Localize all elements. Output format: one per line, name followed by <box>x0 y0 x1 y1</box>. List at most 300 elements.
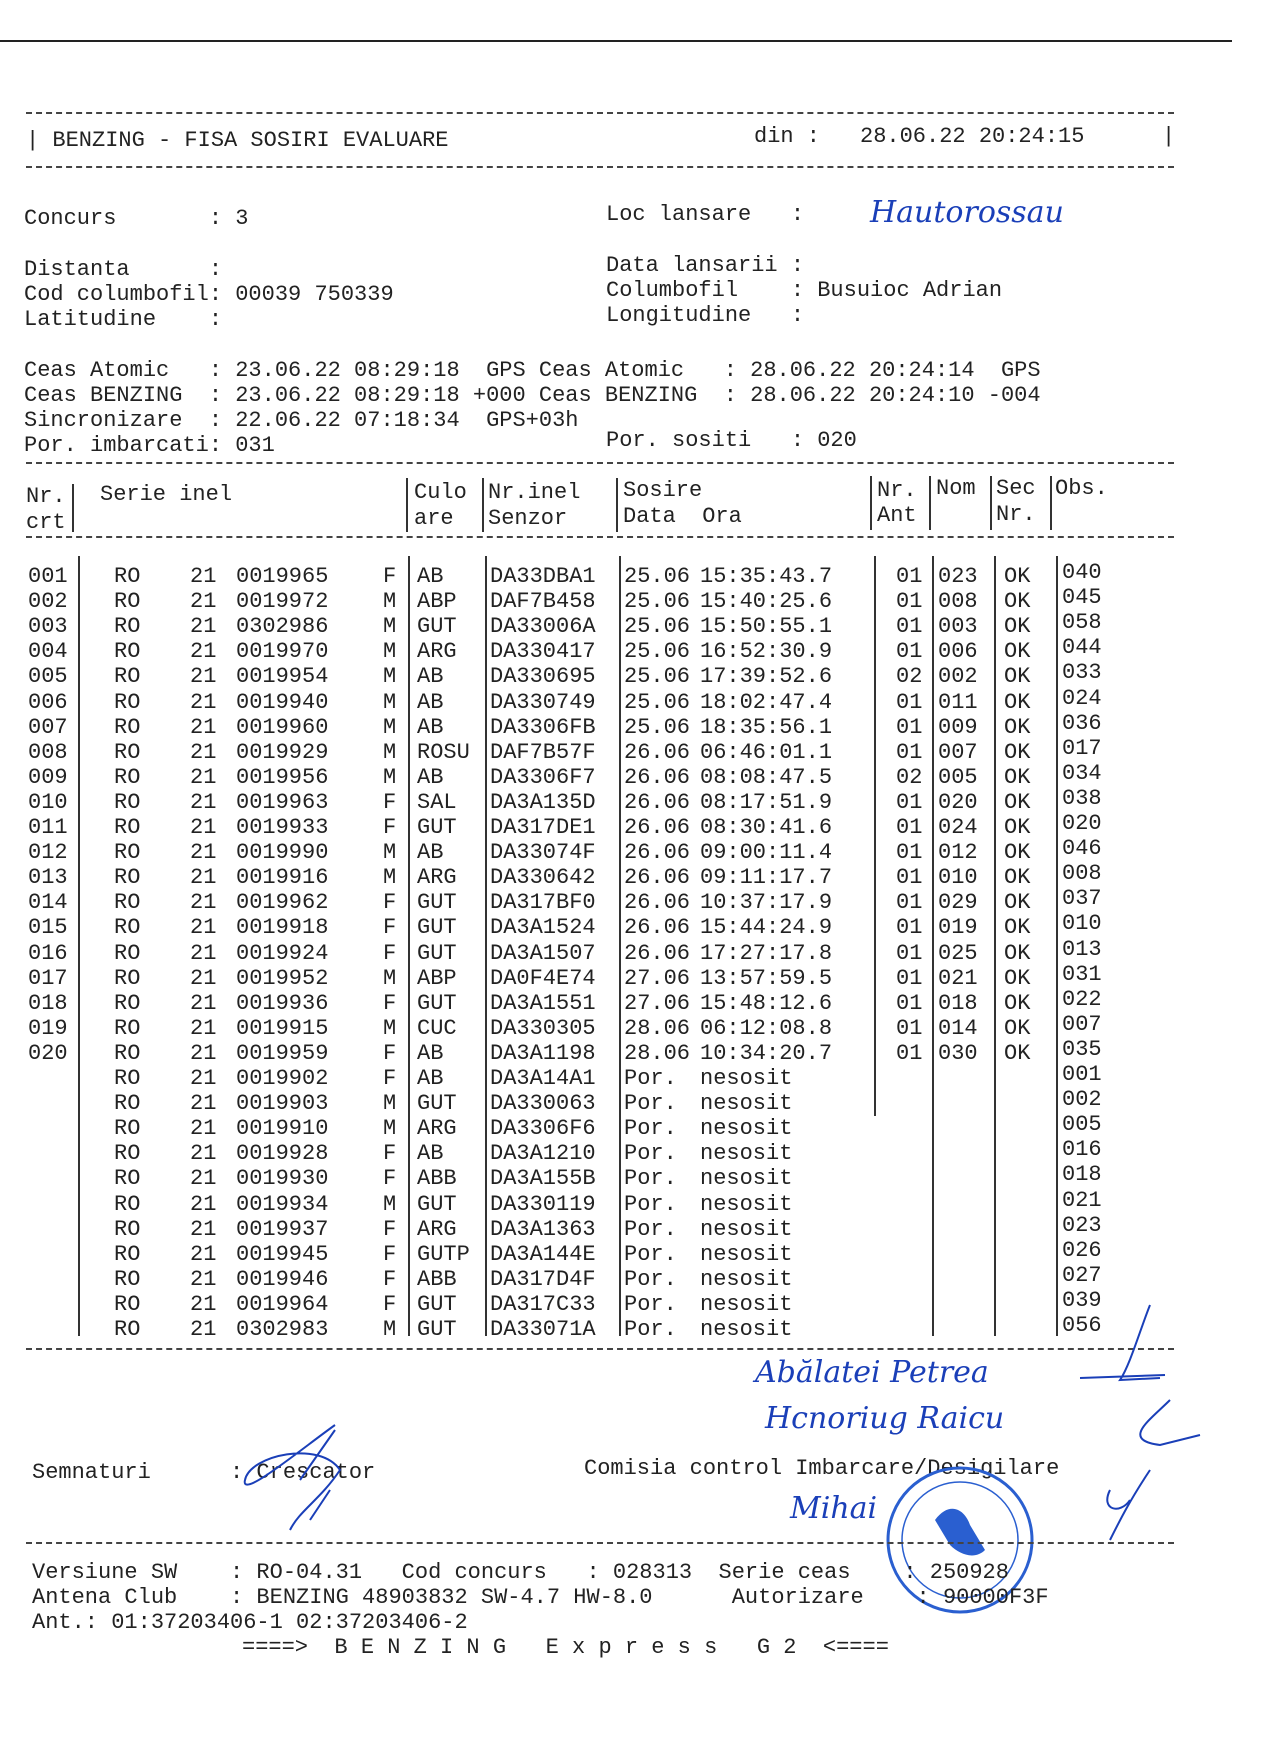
ceas-atomic: Ceas Atomic : 23.06.22 08:29:18 GPS Ceas Atomic : 28.06.22 20:24:14 GPS <box>24 358 1041 383</box>
cell-sex: F <box>383 940 397 966</box>
cell-color: AB <box>417 1040 444 1066</box>
cell-arrival-time: nesosit <box>700 1317 793 1342</box>
cell-year: 21 <box>190 689 217 715</box>
columbofil: Columbofil : Busuioc Adrian <box>606 278 1003 303</box>
header-data-ora: Data Ora <box>623 504 742 529</box>
cell-obs: 021 <box>1062 1187 1102 1213</box>
cell-year: 21 <box>190 664 217 690</box>
cell-country: RO <box>114 639 141 665</box>
cell-arrival-time: 17:27:17.8 <box>700 940 833 966</box>
cell-country: RO <box>114 1266 141 1292</box>
cell-sex: M <box>383 739 397 765</box>
por-sositi: Por. sositi : 020 <box>606 428 857 453</box>
cell-nom: 025 <box>938 940 978 966</box>
cell-year: 21 <box>190 1066 217 1091</box>
cell-sensor-id: DA330695 <box>490 664 596 690</box>
signature-commission-3: Mihai <box>790 1491 878 1526</box>
cell-color: AB <box>417 689 444 715</box>
cell-sex: M <box>383 589 397 615</box>
cell-antenna: 01 <box>896 789 923 815</box>
cell-year: 21 <box>190 965 217 991</box>
cell-sex: M <box>383 614 397 640</box>
cell-sec: OK <box>1004 564 1031 589</box>
antena-club: Antena Club : BENZING 48903832 SW-4.7 HW-8.0 Autorizare : 90000F3F <box>32 1585 1049 1610</box>
cell-arrival-time: nesosit <box>700 1241 793 1267</box>
cell-ring-number: 0302983 <box>236 1317 329 1342</box>
cell-nom: 020 <box>938 789 978 815</box>
cell-ring-number: 0019936 <box>236 990 329 1016</box>
cell-sensor-id: DA3A14A1 <box>490 1066 596 1091</box>
cell-sensor-id: DA330417 <box>490 639 596 665</box>
cell-arrival-time: nesosit <box>700 1166 793 1192</box>
cell-arrival-date: 26.06 <box>624 865 691 891</box>
cell-arrival-date: 25.06 <box>624 589 691 615</box>
cell-sec: OK <box>1004 1015 1031 1041</box>
cell-sec: OK <box>1004 965 1031 991</box>
cell-sex: F <box>383 564 397 589</box>
header-obs: Obs. <box>1055 476 1108 501</box>
cell-ring-number: 0302986 <box>236 614 329 640</box>
cell-country: RO <box>114 1241 141 1267</box>
cell-nr-crt: 019 <box>28 1015 68 1041</box>
cell-country: RO <box>114 890 141 916</box>
cell-sensor-id: DA317DE1 <box>490 815 596 840</box>
cell-obs: 038 <box>1062 785 1102 811</box>
cell-nr-crt: 002 <box>28 589 68 615</box>
cell-sensor-id: DA33074F <box>490 840 596 866</box>
cell-year: 21 <box>190 915 217 941</box>
versiune-sw: Versiune SW : RO-04.31 Cod concurs : 028313 Serie ceas : 250928 <box>32 1560 1009 1585</box>
cell-nr-crt: 016 <box>28 940 68 966</box>
cell-sensor-id: DA330063 <box>490 1091 596 1117</box>
cell-country: RO <box>114 739 141 765</box>
cell-sec: OK <box>1004 915 1031 941</box>
cell-arrival-date: Por. <box>624 1166 677 1192</box>
cell-color: ABB <box>417 1266 457 1292</box>
cell-sensor-id: DA317C33 <box>490 1291 596 1317</box>
cell-color: ARG <box>417 639 457 665</box>
signature-commission-2: Hcnoriug Raicu <box>765 1401 1005 1436</box>
cell-country: RO <box>114 1191 141 1217</box>
cell-year: 21 <box>190 940 217 966</box>
cell-nr-crt: 010 <box>28 789 68 815</box>
cell-country: RO <box>114 990 141 1016</box>
cell-arrival-time: 18:35:56.1 <box>700 714 833 740</box>
cell-sensor-id: DA3A144E <box>490 1241 596 1267</box>
cell-sensor-id: DA3A155B <box>490 1166 596 1192</box>
cell-ring-number: 0019940 <box>236 689 329 715</box>
cell-year: 21 <box>190 1266 217 1292</box>
cell-arrival-time: 06:46:01.1 <box>700 739 833 765</box>
cell-arrival-date: Por. <box>624 1266 677 1292</box>
cell-arrival-time: nesosit <box>700 1266 793 1292</box>
cell-country: RO <box>114 940 141 966</box>
cell-sec: OK <box>1004 714 1031 740</box>
cell-arrival-time: nesosit <box>700 1091 793 1117</box>
cell-antenna: 01 <box>896 815 923 840</box>
cell-sex: F <box>383 1166 397 1192</box>
cell-arrival-date: 28.06 <box>624 1040 691 1066</box>
cell-nr-crt: 007 <box>28 714 68 740</box>
cell-arrival-date: Por. <box>624 1191 677 1217</box>
cell-antenna: 01 <box>896 689 923 715</box>
cell-nr-crt: 017 <box>28 965 68 991</box>
cell-nom: 011 <box>938 689 978 715</box>
cell-sensor-id: DA330749 <box>490 689 596 715</box>
cell-ring-number: 0019929 <box>236 739 329 765</box>
cell-year: 21 <box>190 1317 217 1342</box>
cell-color: GUT <box>417 890 457 916</box>
breeder-signature <box>245 1425 340 1530</box>
cell-color: GUT <box>417 940 457 966</box>
cell-antenna: 01 <box>896 1015 923 1041</box>
latitudine: Latitudine : <box>24 307 223 332</box>
cell-ring-number: 0019915 <box>236 1015 329 1041</box>
cell-nom: 009 <box>938 714 978 740</box>
divider <box>26 1542 1174 1544</box>
cell-obs: 007 <box>1062 1011 1102 1037</box>
cell-color: GUT <box>417 1291 457 1317</box>
cell-nr-crt: 018 <box>28 990 68 1016</box>
cell-country: RO <box>114 789 141 815</box>
cell-obs: 020 <box>1062 811 1102 836</box>
cell-year: 21 <box>190 589 217 615</box>
cell-sensor-id: DA33071A <box>490 1317 596 1342</box>
cell-sex: M <box>383 840 397 866</box>
cell-country: RO <box>114 815 141 840</box>
report-datetime: 28.06.22 20:24:15 <box>860 124 1085 149</box>
cell-sensor-id: DA3306F7 <box>490 764 596 790</box>
cell-arrival-date: 26.06 <box>624 840 691 866</box>
cell-obs: 016 <box>1062 1137 1102 1163</box>
cell-arrival-date: 26.06 <box>624 890 691 916</box>
cell-antenna: 01 <box>896 940 923 966</box>
cell-year: 21 <box>190 764 217 790</box>
cell-sensor-id: DA330642 <box>490 865 596 891</box>
cell-obs: 013 <box>1062 936 1102 962</box>
cell-nom: 023 <box>938 564 978 589</box>
cell-sensor-id: DA3A1210 <box>490 1141 596 1167</box>
cell-arrival-date: Por. <box>624 1291 677 1317</box>
cell-nom: 019 <box>938 915 978 941</box>
cell-country: RO <box>114 589 141 615</box>
cell-nom: 006 <box>938 639 978 665</box>
cell-sex: M <box>383 689 397 715</box>
cell-year: 21 <box>190 1216 217 1242</box>
cell-arrival-date: Por. <box>624 1141 677 1167</box>
cell-sex: F <box>383 789 397 815</box>
cell-arrival-time: nesosit <box>700 1141 793 1167</box>
cell-obs: 005 <box>1062 1112 1102 1138</box>
cell-arrival-date: Por. <box>624 1116 677 1142</box>
cell-obs: 027 <box>1062 1262 1102 1288</box>
report-title: | BENZING - FISA SOSIRI EVALUARE <box>26 128 449 153</box>
cell-country: RO <box>114 965 141 991</box>
cell-ring-number: 0019962 <box>236 890 329 916</box>
header-nr-ant: Nr. <box>877 478 917 503</box>
cell-nr-crt: 012 <box>28 840 68 866</box>
cod-columbofil: Cod columbofil: 00039 750339 <box>24 282 394 307</box>
cell-color: ABP <box>417 589 457 615</box>
cell-arrival-time: 16:52:30.9 <box>700 639 833 665</box>
cell-sec: OK <box>1004 865 1031 891</box>
header-culoare: Culo <box>414 480 467 505</box>
cell-arrival-time: 15:44:24.9 <box>700 915 833 941</box>
header-nom: Nom <box>936 476 976 501</box>
cell-arrival-date: 28.06 <box>624 1015 691 1041</box>
cell-sensor-id: DA33006A <box>490 614 596 640</box>
cell-sec: OK <box>1004 789 1031 815</box>
cell-year: 21 <box>190 990 217 1016</box>
header-nr: Nr. <box>26 484 66 509</box>
cell-sec: OK <box>1004 614 1031 640</box>
cell-sex: F <box>383 915 397 941</box>
cell-sec: OK <box>1004 639 1031 665</box>
cell-sex: M <box>383 639 397 665</box>
cell-country: RO <box>114 564 141 589</box>
cell-nom: 007 <box>938 739 978 765</box>
cell-arrival-time: 06:12:08.8 <box>700 1015 833 1041</box>
cell-sex: M <box>383 714 397 740</box>
cell-country: RO <box>114 1040 141 1066</box>
cell-color: AB <box>417 714 444 740</box>
cell-arrival-time: nesosit <box>700 1066 793 1091</box>
cell-sensor-id: DA3A135D <box>490 789 596 815</box>
cell-nr-crt: 014 <box>28 890 68 916</box>
cell-ring-number: 0019946 <box>236 1266 329 1292</box>
cell-nr-crt: 020 <box>28 1040 68 1066</box>
cell-antenna: 01 <box>896 589 923 615</box>
cell-ring-number: 0019924 <box>236 940 329 966</box>
cell-ring-number: 0019930 <box>236 1166 329 1192</box>
cell-country: RO <box>114 1141 141 1167</box>
cell-antenna: 01 <box>896 614 923 640</box>
signature-commission-1: Abălatei Petrea <box>755 1355 989 1390</box>
cell-nr-crt: 004 <box>28 639 68 665</box>
cell-sensor-id: DAF7B458 <box>490 589 596 615</box>
cell-year: 21 <box>190 890 217 916</box>
cell-sex: F <box>383 815 397 840</box>
cell-sec: OK <box>1004 815 1031 840</box>
ceas-benzing: Ceas BENZING : 23.06.22 08:29:18 +000 Ceas BENZING : 28.06.22 20:24:10 -004 <box>24 383 1041 408</box>
cell-sex: M <box>383 1116 397 1142</box>
cell-sensor-id: DA3A1524 <box>490 915 596 941</box>
cell-obs: 044 <box>1062 635 1102 661</box>
cell-arrival-time: nesosit <box>700 1191 793 1217</box>
cell-year: 21 <box>190 714 217 740</box>
comisia-control: Comisia control Imbarcare/Desigilare <box>584 1456 1060 1481</box>
cell-sex: F <box>383 1241 397 1267</box>
cell-ring-number: 0019902 <box>236 1066 329 1091</box>
cell-year: 21 <box>190 564 217 589</box>
cell-sex: F <box>383 1216 397 1242</box>
cell-sex: M <box>383 664 397 690</box>
cell-arrival-time: nesosit <box>700 1116 793 1142</box>
cell-color: AB <box>417 564 444 589</box>
cell-nr-crt: 011 <box>28 815 68 840</box>
cell-antenna: 02 <box>896 764 923 790</box>
cell-nom: 012 <box>938 840 978 866</box>
cell-arrival-date: 26.06 <box>624 815 691 840</box>
cell-country: RO <box>114 1166 141 1192</box>
cell-antenna: 01 <box>896 564 923 589</box>
cell-sec: OK <box>1004 840 1031 866</box>
cell-ring-number: 0019918 <box>236 915 329 941</box>
cell-sec: OK <box>1004 739 1031 765</box>
cell-ring-number: 0019945 <box>236 1241 329 1267</box>
cell-nr-crt: 008 <box>28 739 68 765</box>
cell-arrival-date: Por. <box>624 1241 677 1267</box>
cell-year: 21 <box>190 1040 217 1066</box>
cell-nom: 008 <box>938 589 978 615</box>
sincronizare: Sincronizare : 22.06.22 07:18:34 GPS+03h <box>24 408 579 433</box>
cell-arrival-date: 26.06 <box>624 940 691 966</box>
cell-sex: M <box>383 764 397 790</box>
din-label: din : <box>754 124 821 149</box>
cell-ring-number: 0019928 <box>236 1141 329 1167</box>
cell-year: 21 <box>190 1241 217 1267</box>
cell-year: 21 <box>190 1015 217 1041</box>
cell-year: 21 <box>190 1141 217 1167</box>
cell-color: ABB <box>417 1166 457 1192</box>
cell-country: RO <box>114 1116 141 1142</box>
cell-ring-number: 0019937 <box>236 1216 329 1242</box>
cell-sex: M <box>383 1091 397 1117</box>
cell-obs: 036 <box>1062 710 1102 736</box>
cell-antenna: 01 <box>896 865 923 891</box>
cell-year: 21 <box>190 1291 217 1317</box>
brand-footer: ====> B E N Z I N G E x p r e s s G 2 <==== <box>242 1635 889 1660</box>
cell-country: RO <box>114 714 141 740</box>
cell-arrival-time: 09:00:11.4 <box>700 840 833 866</box>
cell-ring-number: 0019965 <box>236 564 329 589</box>
cell-sensor-id: DA0F4E74 <box>490 965 596 991</box>
semnaturi-crescator: Semnaturi : Crescator <box>32 1460 376 1485</box>
cell-sec: OK <box>1004 689 1031 715</box>
cell-nom: 003 <box>938 614 978 640</box>
cell-arrival-date: 27.06 <box>624 965 691 991</box>
cell-obs: 040 <box>1062 560 1102 585</box>
header-nr-inel: Nr.inel <box>488 480 581 505</box>
cell-nom: 030 <box>938 1040 978 1066</box>
cell-sensor-id: DA330305 <box>490 1015 596 1041</box>
cell-color: AB <box>417 764 444 790</box>
cell-ring-number: 0019964 <box>236 1291 329 1317</box>
cell-year: 21 <box>190 789 217 815</box>
cell-arrival-date: 25.06 <box>624 564 691 589</box>
cell-ring-number: 0019990 <box>236 840 329 866</box>
cell-obs: 002 <box>1062 1087 1102 1113</box>
cell-arrival-time: 15:35:43.7 <box>700 564 833 589</box>
cell-ring-number: 0019956 <box>236 764 329 790</box>
cell-sex: F <box>383 1040 397 1066</box>
cell-arrival-time: 10:37:17.9 <box>700 890 833 916</box>
cell-nom: 014 <box>938 1015 978 1041</box>
loc-lansare: Loc lansare : <box>606 202 805 227</box>
header-senzor: Senzor <box>488 506 568 531</box>
cell-year: 21 <box>190 739 217 765</box>
cell-country: RO <box>114 764 141 790</box>
cell-sec: OK <box>1004 589 1031 615</box>
cell-color: SAL <box>417 789 457 815</box>
cell-arrival-time: 18:02:47.4 <box>700 689 833 715</box>
cell-nom: 005 <box>938 764 978 790</box>
cell-ring-number: 0019960 <box>236 714 329 740</box>
antenne-list: Ant.: 01:37203406-1 02:37203406-2 <box>32 1610 468 1635</box>
cell-obs: 024 <box>1062 685 1102 711</box>
cell-country: RO <box>114 1216 141 1242</box>
cell-obs: 039 <box>1062 1287 1102 1313</box>
cell-country: RO <box>114 840 141 866</box>
cell-color: AB <box>417 1141 444 1167</box>
cell-nr-crt: 013 <box>28 865 68 891</box>
cell-ring-number: 0019970 <box>236 639 329 665</box>
cell-obs: 034 <box>1062 760 1102 786</box>
cell-color: ROSU <box>417 739 470 765</box>
cell-arrival-time: 08:08:47.5 <box>700 764 833 790</box>
cell-ring-number: 0019934 <box>236 1191 329 1217</box>
cell-sensor-id: DAF7B57F <box>490 739 596 765</box>
cell-arrival-time: 15:50:55.1 <box>700 614 833 640</box>
cell-obs: 008 <box>1062 861 1102 887</box>
cell-color: GUT <box>417 990 457 1016</box>
cell-country: RO <box>114 664 141 690</box>
cell-ring-number: 0019916 <box>236 865 329 891</box>
loc-lansare-handwritten: Hautorossau <box>870 195 1064 230</box>
cell-ring-number: 0019972 <box>236 589 329 615</box>
cell-ring-number: 0019903 <box>236 1091 329 1117</box>
cell-sensor-id: DA317BF0 <box>490 890 596 916</box>
cell-nr-crt: 006 <box>28 689 68 715</box>
header-serie-inel: Serie inel <box>100 482 233 507</box>
cell-arrival-date: Por. <box>624 1066 677 1091</box>
header-sec: Sec <box>996 476 1036 501</box>
cell-sensor-id: DA3A1363 <box>490 1216 596 1242</box>
cell-arrival-date: Por. <box>624 1216 677 1242</box>
cell-color: ARG <box>417 1216 457 1242</box>
cell-nom: 029 <box>938 890 978 916</box>
cell-arrival-time: nesosit <box>700 1216 793 1242</box>
cell-obs: 046 <box>1062 836 1102 862</box>
cell-ring-number: 0019952 <box>236 965 329 991</box>
cell-sex: M <box>383 865 397 891</box>
cell-sex: M <box>383 1015 397 1041</box>
cell-obs: 056 <box>1062 1313 1102 1338</box>
commission-signature <box>1080 1305 1200 1540</box>
cell-antenna: 01 <box>896 739 923 765</box>
cell-antenna: 01 <box>896 714 923 740</box>
cell-sex: M <box>383 1191 397 1217</box>
cell-ring-number: 0019963 <box>236 789 329 815</box>
cell-nr-crt: 009 <box>28 764 68 790</box>
cell-year: 21 <box>190 815 217 840</box>
cell-nom: 021 <box>938 965 978 991</box>
cell-arrival-time: 08:17:51.9 <box>700 789 833 815</box>
cell-year: 21 <box>190 1116 217 1142</box>
cell-arrival-date: 26.06 <box>624 764 691 790</box>
cell-sensor-id: DA330119 <box>490 1191 596 1217</box>
cell-ring-number: 0019959 <box>236 1040 329 1066</box>
cell-arrival-time: 13:57:59.5 <box>700 965 833 991</box>
cell-arrival-date: 25.06 <box>624 689 691 715</box>
cell-obs: 031 <box>1062 961 1102 987</box>
cell-arrival-date: Por. <box>624 1091 677 1117</box>
cell-color: AB <box>417 1066 444 1091</box>
cell-color: GUT <box>417 1091 457 1117</box>
header-ant: Ant <box>877 503 917 528</box>
cell-color: CUC <box>417 1015 457 1041</box>
cell-antenna: 01 <box>896 965 923 991</box>
